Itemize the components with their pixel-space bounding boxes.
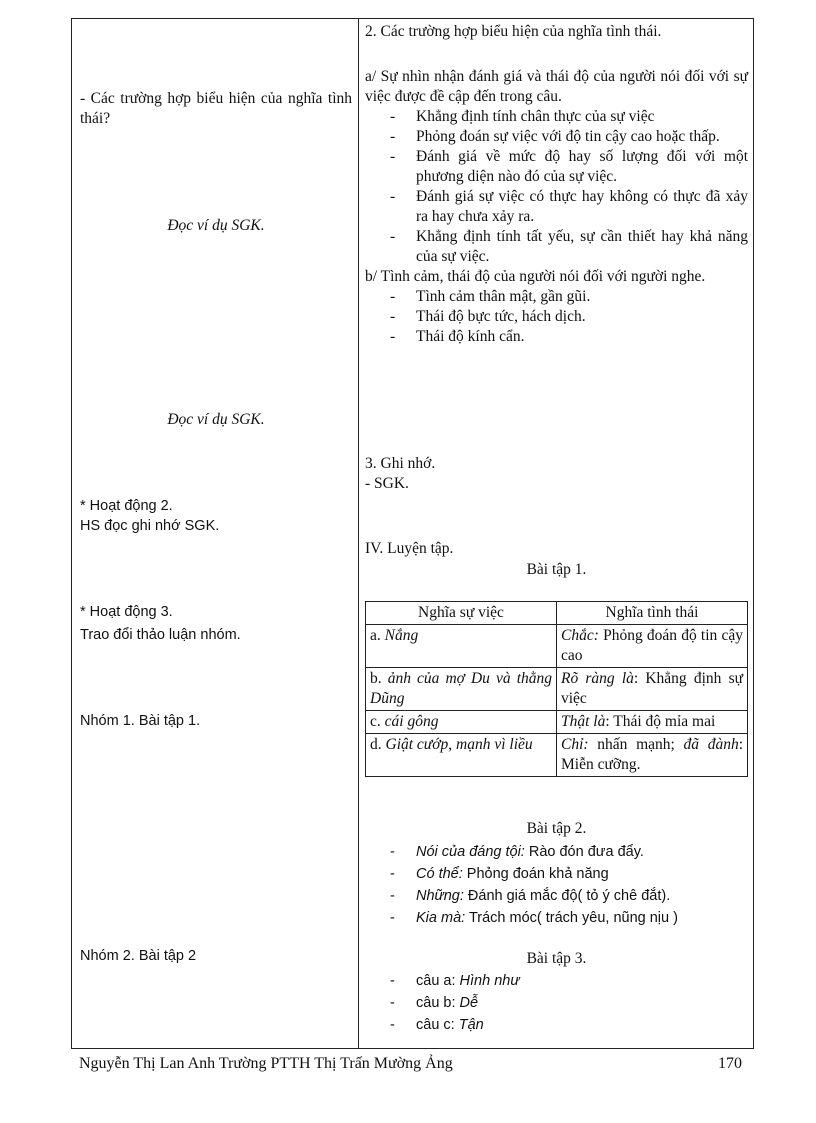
list-item: - câu c: Tận (390, 1017, 484, 1033)
list-item: - Khẳng định tính tất yếu, sự cần thiết hay khả năng của sự việc. (390, 228, 748, 265)
table-row (366, 734, 748, 777)
list-item: - Có thể: Phỏng đoán khả năng (390, 866, 609, 882)
group-2: Nhóm 2. Bài tập 2 (80, 948, 197, 964)
activity-3-title: * Hoạt động 3. (80, 604, 173, 620)
list-item: - Tình cảm thân mật, gần gũi. (390, 288, 591, 305)
page-number: 170 (718, 1055, 742, 1072)
list-item: - Những: Đánh giá mắc độ( tỏ ý chê đắt). (390, 888, 671, 904)
table-cell: d. Giật cướp, mạnh vì liều (366, 734, 557, 777)
activity-2-title: * Hoạt động 2. (80, 498, 173, 514)
section-2-title: 2. Các trường hợp biểu hiện của nghĩa tình thái. (365, 23, 662, 40)
list-item: - Đánh giá về mức độ hay số lượng đối với một phương diện nào đó của sự việc. (390, 148, 748, 185)
part-a-block (365, 67, 748, 347)
list-item: - Phỏng đoán sự việc với độ tin cậy cao hoặc thấp. (390, 128, 720, 145)
table-cell: b. ảnh của mợ Du và thằng Dũng (366, 668, 557, 711)
activity-3-text: Trao đổi thảo luận nhóm. (80, 627, 241, 643)
read-example-2: Đọc ví dụ SGK. (167, 411, 265, 428)
part-a-heading: a/ Sự nhìn nhận đánh giá và thái độ của người nói đối với sự việc được đề cập đến trong câu. (365, 68, 748, 105)
section-4-title: IV. Luyện tập. (365, 540, 454, 557)
table-row (366, 625, 748, 668)
activity-2-text: HS đọc ghi nhớ SGK. (80, 518, 220, 534)
list-item: - Đánh giá sự việc có thực hay không có thực đã xảy ra hay chưa xảy ra. (390, 188, 748, 225)
exercise-3-list (365, 970, 748, 1036)
group-1: Nhóm 1. Bài tập 1. (80, 713, 201, 729)
exercise-2-title: Bài tập 2. (526, 820, 587, 837)
part-b-heading: b/ Tình cảm, thái độ của người nói đối với người nghe. (365, 268, 706, 285)
exercise-1-table (365, 601, 748, 777)
list-item: - Nói của đáng tội: Rào đón đưa đẩy. (390, 844, 644, 860)
column-header: Nghĩa tình thái (557, 602, 748, 625)
column-divider (358, 19, 359, 1048)
list-item: - câu b: Dễ (390, 995, 479, 1011)
list-item: - Kia mà: Trách móc( trách yêu, nũng nịu ) (390, 910, 678, 926)
table-cell: Chỉ: nhấn mạnh; đã đành: Miễn cưỡng. (557, 734, 748, 777)
part-b-list (365, 287, 748, 347)
column-header: Nghĩa sự việc (366, 602, 557, 625)
list-item: - Thái độ kính cẩn. (390, 328, 525, 345)
exercise-1-title: Bài tập 1. (526, 561, 587, 578)
table-cell: a. Nắng (366, 625, 557, 668)
exercise-2-list (365, 841, 748, 929)
table-cell: c. cái gông (366, 711, 557, 734)
list-item: - Thái độ bực tức, hách dịch. (390, 308, 586, 325)
table-row (366, 711, 748, 734)
footer-author: Nguyễn Thị Lan Anh Trường PTTH Thị Trấn Mường Ảng (79, 1055, 453, 1072)
exercise-3-title: Bài tập 3. (526, 950, 587, 967)
table-cell: Rõ ràng là: Khẳng định sự việc (557, 668, 748, 711)
table-header-row (366, 602, 748, 625)
section-3-text: - SGK. (365, 475, 409, 492)
list-item: - Khẳng định tính chân thực của sự việc (390, 108, 655, 125)
list-item: - câu a: Hình như (390, 973, 520, 989)
table-row (366, 668, 748, 711)
table-cell: Chắc: Phỏng đoán độ tin cậy cao (557, 625, 748, 668)
table-cell: Thật là: Thái độ mỉa mai (557, 711, 748, 734)
part-a-list (365, 107, 748, 267)
lesson-table (71, 18, 754, 1049)
question-cases: - Các trường hợp biểu hiện của nghĩa tình thái? (80, 90, 352, 127)
section-3-title: 3. Ghi nhớ. (365, 455, 436, 472)
read-example-1: Đọc ví dụ SGK. (167, 217, 265, 234)
